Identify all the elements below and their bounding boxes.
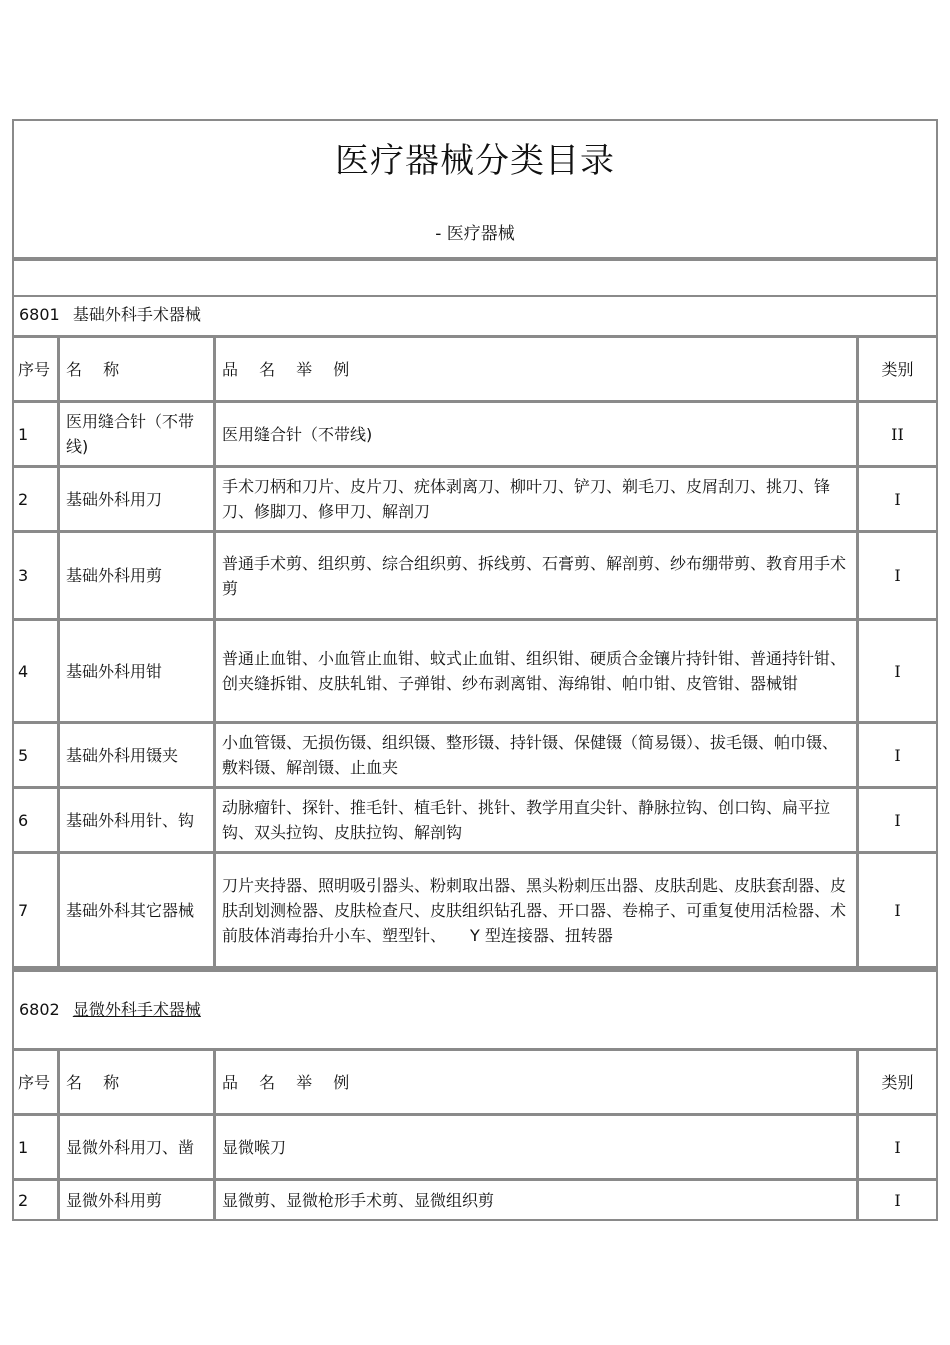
row-seq: 4: [18, 661, 29, 681]
row-category: I: [856, 724, 936, 786]
table-row: [14, 1178, 936, 1219]
row-name: 基础外科其它器械: [57, 854, 213, 966]
section-code: 6801: [19, 305, 60, 324]
row-category: I: [856, 621, 936, 721]
row-name: 基础外科用钳: [57, 621, 213, 721]
row-category: I: [856, 789, 936, 851]
catalog-page: [12, 119, 938, 1221]
section-name: 基础外科手术器械: [72, 305, 201, 324]
header-seq: 序号: [18, 359, 51, 379]
header-seq: 序号: [18, 1072, 51, 1092]
section-heading: [14, 968, 936, 1048]
row-examples: 普通手术剪、组织剪、综合组织剪、拆线剪、石膏剪、解剖剪、纱布绷带剪、教育用手术剪: [213, 533, 856, 618]
page-title: 医疗器械分类目录: [335, 141, 615, 181]
row-name: 基础外科用刀: [57, 468, 213, 530]
row-category: I: [856, 1116, 936, 1178]
section-heading: [14, 297, 936, 335]
row-name: 基础外科用剪: [57, 533, 213, 618]
row-seq: 3: [18, 566, 29, 585]
header-category: 类别: [856, 338, 936, 400]
row-name: 医用缝合针（不带线): [57, 403, 213, 465]
row-seq: 1: [18, 424, 29, 444]
table-row: [14, 721, 936, 786]
blank-row: [12, 257, 938, 295]
table-row: [14, 618, 936, 721]
row-examples: 显微喉刀: [213, 1116, 856, 1178]
row-name: 显微外科用剪: [57, 1181, 213, 1219]
title-block: [12, 119, 938, 257]
row-name: 显微外科用刀、凿: [57, 1116, 213, 1178]
table-header: [14, 335, 936, 400]
row-examples: 动脉瘤针、探针、推毛针、植毛针、挑针、教学用直尖针、静脉拉钩、创口钩、扁平拉钩、双头拉钩、皮肤拉钩、解剖钩: [213, 789, 856, 851]
table-row: [14, 1113, 936, 1178]
header-examples: 品 名 举 例: [213, 1051, 856, 1113]
row-name: 基础外科用镊夹: [57, 724, 213, 786]
page-subtitle: - 医疗器械: [435, 224, 515, 244]
header-category: 类别: [856, 1051, 936, 1113]
row-seq: 5: [18, 745, 29, 765]
header-examples: 品 名 举 例: [213, 338, 856, 400]
row-seq: 2: [18, 1190, 29, 1210]
section-6801: [12, 295, 938, 966]
table-row: [14, 400, 936, 465]
row-category: II: [856, 403, 936, 465]
table-row: [14, 851, 936, 966]
row-examples: 小血管镊、无损伤镊、组织镊、整形镊、持针镊、保健镊（简易镊）、拔毛镊、帕巾镊、敷料镊、解剖镊、止血夹: [213, 724, 856, 786]
table-row: [14, 786, 936, 851]
row-examples: 刀片夹持器、照明吸引器头、粉刺取出器、黑头粉刺压出器、皮肤刮匙、皮肤套刮器、皮肤刮划测检器、皮肤检查尺、皮肤组织钻孔器、开口器、卷棉子、可重复使用活检器、术前肢体消毒抬升小车、塑型针、 Y 型连接器、扭转器: [213, 854, 856, 966]
table-row: [14, 465, 936, 530]
row-seq: 2: [18, 489, 29, 509]
row-examples: 显微剪、显微枪形手术剪、显微组织剪: [213, 1181, 856, 1219]
row-category: I: [856, 533, 936, 618]
row-seq: 1: [18, 1137, 29, 1157]
table-row: [14, 530, 936, 618]
section-code: 6802: [19, 1000, 60, 1019]
row-name: 基础外科用针、钩: [57, 789, 213, 851]
header-name: 名 称: [57, 338, 213, 400]
row-category: I: [856, 854, 936, 966]
row-examples: 手术刀柄和刀片、皮片刀、疣体剥离刀、柳叶刀、铲刀、剃毛刀、皮屑刮刀、挑刀、锋刀、修脚刀、修甲刀、解剖刀: [213, 468, 856, 530]
section-name: 显微外科手术器械: [72, 1000, 201, 1019]
header-name: 名 称: [57, 1051, 213, 1113]
row-examples: 普通止血钳、小血管止血钳、蚊式止血钳、组织钳、硬质合金镶片持针钳、普通持针钳、创夹缝拆钳、皮肤轧钳、子弹钳、纱布剥离钳、海绵钳、帕巾钳、皮管钳、器械钳: [213, 621, 856, 721]
row-examples: 医用缝合针（不带线): [213, 403, 856, 465]
row-seq: 6: [18, 810, 29, 830]
row-category: I: [856, 1181, 936, 1219]
row-category: I: [856, 468, 936, 530]
section-6802: [12, 966, 938, 1221]
row-seq: 7: [18, 900, 29, 920]
table-header: [14, 1048, 936, 1113]
